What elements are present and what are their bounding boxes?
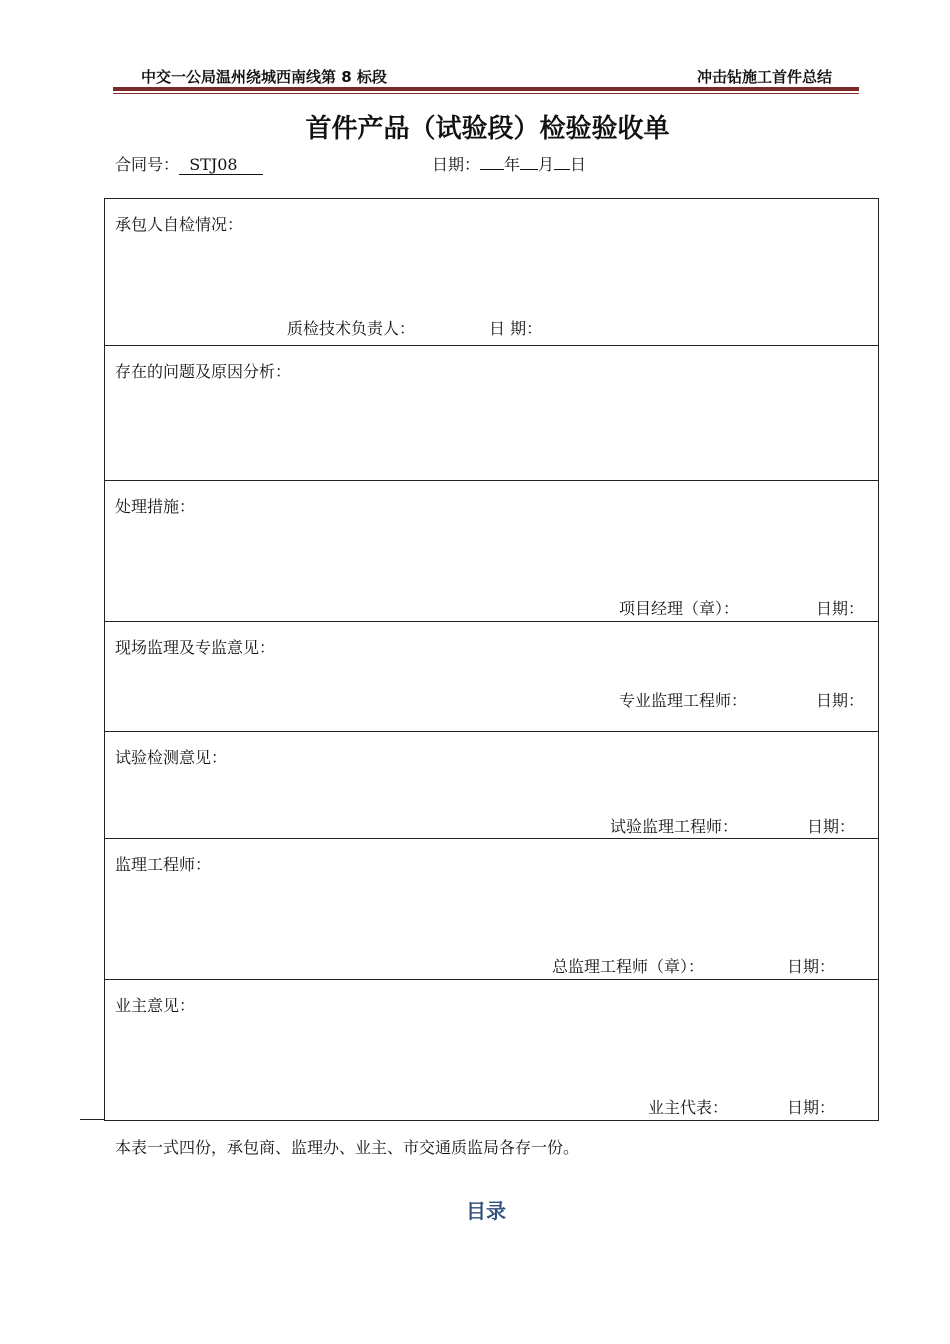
sign-person-label: 专业监理工程师： — [619, 691, 748, 710]
sign-person-label: 质检技术负责人： — [287, 319, 416, 338]
section-problems-analysis — [105, 346, 878, 481]
section-site-supervision-opinion — [105, 622, 878, 732]
footnote: 本表一式四份，承包商、监理办、业主、市交通质监局各存一份。 — [115, 1138, 580, 1157]
section-label: 存在的问题及原因分析： — [115, 362, 292, 381]
section-label: 监理工程师： — [115, 855, 212, 874]
section-label: 承包人自检情况： — [115, 215, 244, 234]
sign-date-label: 日期： — [807, 817, 856, 836]
page-header-right: 冲击钻施工首件总结 — [696, 68, 832, 86]
inspection-form-table — [104, 198, 879, 1121]
toc-title[interactable]: 目录 — [466, 1199, 506, 1223]
date-year: 年 — [504, 155, 521, 174]
section-label: 现场监理及专监意见： — [115, 638, 276, 657]
section-label: 处理措施： — [115, 497, 196, 516]
sign-date-label: 日期： — [816, 691, 865, 710]
section-treatment-measures — [105, 481, 878, 622]
document-title: 首件产品（试验段）检验验收单 — [305, 114, 670, 144]
section-owner-opinion — [105, 980, 878, 1121]
section-label: 业主意见： — [115, 996, 196, 1015]
header-rule-thick — [113, 87, 859, 91]
sign-date-label: 日期： — [787, 957, 836, 976]
sign-date-label: 日期： — [816, 599, 865, 618]
sign-person-label: 业主代表： — [648, 1098, 729, 1117]
sign-person-label: 项目经理（章）： — [619, 599, 740, 618]
date-day: 日 — [570, 155, 587, 174]
date-month: 月 — [538, 155, 555, 174]
contract-label: 合同号： — [115, 155, 180, 174]
page-header-left: 中交一公局温州绕城西南线第 8 标段 — [141, 68, 387, 86]
contract-number-line — [115, 152, 263, 175]
date-label: 日期： — [432, 155, 481, 174]
section-test-opinion — [105, 732, 878, 839]
sign-date-label: 日 期： — [489, 319, 543, 338]
date-line — [432, 152, 586, 175]
table-bottom-extension-line — [80, 1119, 104, 1120]
sign-person-label: 试验监理工程师： — [610, 817, 739, 836]
header-rule-thin — [113, 93, 859, 94]
sign-date-label: 日期： — [787, 1098, 836, 1117]
section-contractor-self-inspection — [105, 199, 878, 346]
section-label: 试验检测意见： — [115, 748, 228, 767]
section-supervising-engineer — [105, 839, 878, 980]
sign-person-label: 总监理工程师（章）： — [552, 957, 705, 976]
contract-value: STJ08 — [189, 155, 238, 174]
